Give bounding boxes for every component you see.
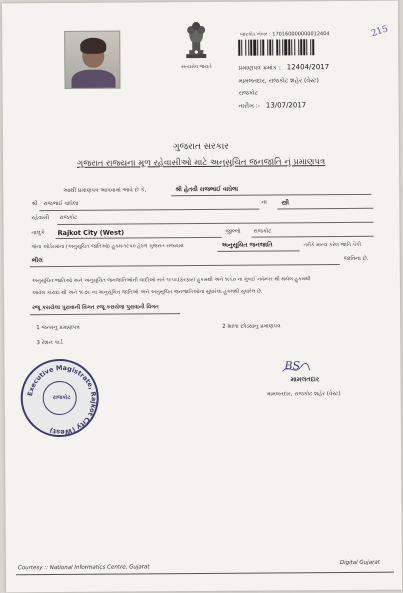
barcode-number: બારકોડ નંબર : 170160000000012404 xyxy=(240,31,330,38)
issue-date-label: તારીખ :- xyxy=(238,102,260,110)
seal-ring-text: Executive Magistrate, Rajkot City (West) xyxy=(25,363,98,437)
state-emblem-icon xyxy=(183,20,209,64)
issue-date-value: 13/07/2017 xyxy=(265,101,307,110)
notification-text: જેના ઓર્ડરમાંના (અનુસૂચિત જાતિઓ) હુકમ-૧૯૫૦ હેઠળ ગુજરાત રાજ્યમાં xyxy=(31,243,184,251)
district-value: રાજકોટ xyxy=(253,228,272,235)
signature-initials: BS xyxy=(284,359,301,373)
seal-center-text: રાજકોટ xyxy=(52,394,71,402)
issuing-city: રાજકોટ xyxy=(238,89,259,97)
residence-label: રહેવાસી xyxy=(31,215,50,222)
legal-paragraph-line2: આવેલ કાયદા થી અને ૧૯૭૬ ના અનુસૂચિત જાતિઓ અને અનુસૂચિત જનજાતિઓના સુધારેલા હુકમથી સુધારેલ છે. xyxy=(31,288,263,297)
footer-brand: Digital Gujarat xyxy=(339,559,380,567)
applicant-photo xyxy=(64,31,120,89)
certificate-number-row xyxy=(238,63,329,73)
certify-text: આથી પ્રમાણપત્ર આપવામાં આવે છે કે, xyxy=(63,187,147,194)
applicant-name: શ્રી હેતવી રાજભાઈ વાઘેલા xyxy=(175,185,239,194)
signature-scribble xyxy=(280,361,310,375)
footer-courtesy: Courtesy :: National Informatics Centre, Gujarat xyxy=(17,564,150,572)
issuing-office: મામલતદાર, રાજકોટ શહેર (વેસ્ટ) xyxy=(238,77,319,85)
evidence-item: 1 જન્મનુ પ્રમાણપત્ર xyxy=(36,324,80,332)
evidence-item: 2 શાળા છોડ્યાનુ પ્રમાણપત્ર xyxy=(222,323,281,330)
residence-value: રાજકોટ xyxy=(59,214,78,221)
signatory-title: મામલતદાર xyxy=(290,375,320,384)
taluka-value: Rajkot City (West) xyxy=(57,228,125,238)
government-title: ગુજરાત સરકાર xyxy=(172,141,229,153)
certificate-number-label: પ્રમાણપત્ર ક્રમાંક : xyxy=(238,64,281,72)
signatory-office: મામલતદાર, રાજકોટ શહેર (વેસ્ટ) xyxy=(266,391,341,398)
handwritten-page-number: 215 xyxy=(369,24,390,40)
certificate-number-value: 12404/2017 xyxy=(286,63,330,72)
category-value: અનુસૂચિત જનજાતિ xyxy=(221,241,273,249)
emblem-caption: સત્યમેવ જયતે xyxy=(181,63,212,71)
caste-suffix: જાતિના છે. xyxy=(343,255,369,263)
issue-date-row xyxy=(239,101,307,110)
gender: સ્ત્રી xyxy=(281,199,290,207)
barcode xyxy=(238,39,378,56)
certificate-page xyxy=(2,1,402,593)
footer-divider xyxy=(16,572,394,576)
na-label: ના xyxy=(261,199,267,206)
certificate-meta xyxy=(238,31,389,116)
certificate-heading: ગુજરાત રાજ્યના મૂળ રહેવાસીઓ માટે અનુસૂચિત જનજાતિ નું પ્રમાણપત્ર xyxy=(76,157,326,169)
evidence-heading: રજૂ કરાયેલા પુરાવાની વિગત રજૂ કરાયેલા પુરાવાની વિગત xyxy=(32,304,159,312)
relation-prefix: શ્રી xyxy=(31,201,38,208)
official-seal xyxy=(20,359,99,438)
father-name: રાજભાઈ વાઘેલા xyxy=(43,200,79,208)
district-label: જીલ્લો xyxy=(225,228,241,235)
recognized-text: તરીકે માન્ય કરેલ જાતિ પૈકી xyxy=(303,241,361,249)
caste-value: ભીલ xyxy=(31,257,43,265)
taluka-label: તાલુકે xyxy=(31,230,45,237)
evidence-item: 3 રેશન કાર્ડ xyxy=(36,339,63,347)
legal-paragraph-line1: અનુસૂચિત જાતિઓ અને અનુસૂચિત જનજાતિઓની યાદીઓ સને ૧૯૫૬(ફેરફાર) હુકમથી અને ૧૯૬૦ ના મુંબઈ નવેમ્બર થી થયેલ હુકમથી xyxy=(31,276,311,285)
